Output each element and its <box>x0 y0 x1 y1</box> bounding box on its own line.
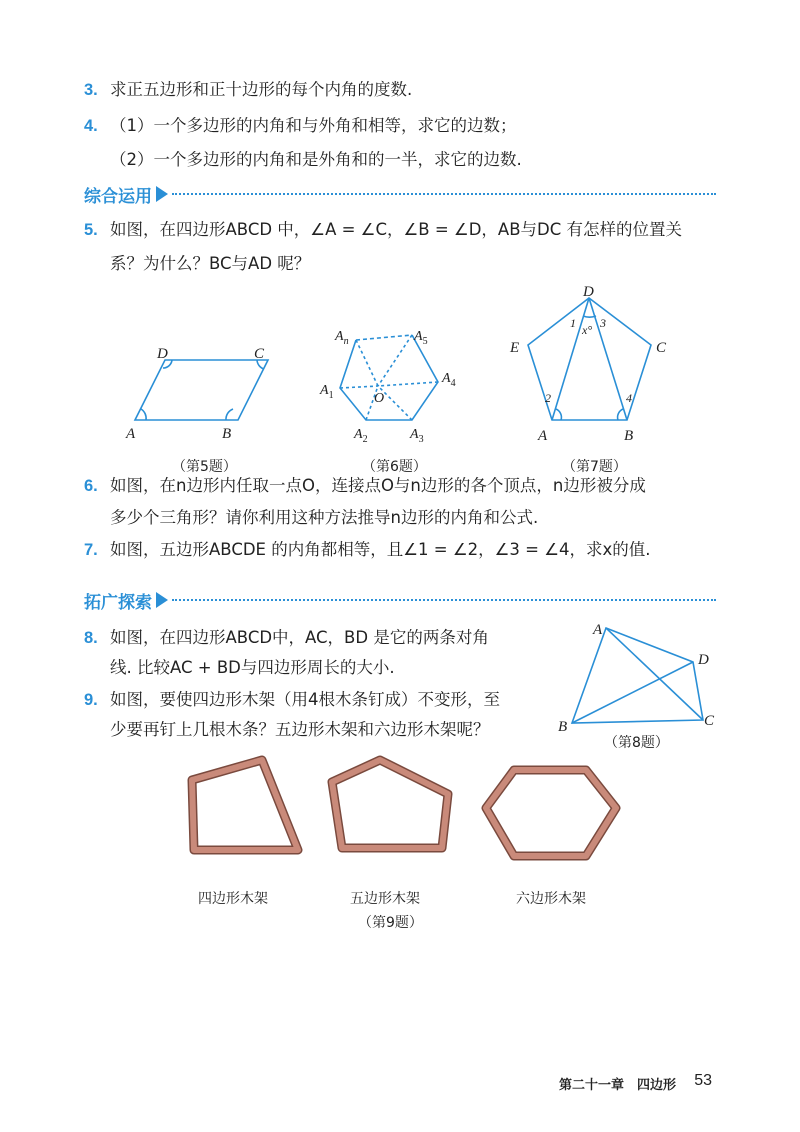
problem-9 <box>84 690 500 710</box>
fig7-angle-x: x° <box>582 323 593 337</box>
page-number: 53 <box>694 1072 712 1089</box>
problem-number: 7. <box>84 541 98 559</box>
fig5-label-B: B <box>222 426 232 442</box>
fig8-label-B: B <box>558 719 568 735</box>
fig7-angle-1: 1 <box>570 316 576 330</box>
problem-text: 如图，五边形ABCDE 的内角都相等，且∠1 = ∠2，∠3 = ∠4，求x的值. <box>110 540 651 559</box>
fig7-label-E: E <box>510 340 520 356</box>
footer-chapter-title: 第二十一章 四边形 <box>558 1078 676 1093</box>
figure-9-wooden-frames <box>180 752 640 872</box>
problem-5 <box>84 220 682 240</box>
problem-number: 4. <box>84 117 98 135</box>
problem-4-part2: （2）一个多边形的内角和是外角和的一半，求它的边数. <box>110 150 522 169</box>
fig7-label-D: D <box>583 284 594 300</box>
dotted-rule <box>172 599 716 601</box>
frame-quadrilateral <box>192 760 298 850</box>
section-header-extension <box>84 588 716 612</box>
problem-4 <box>84 116 517 136</box>
fig8-label-C: C <box>704 713 715 729</box>
fig9-caption: （第9题） <box>358 915 423 931</box>
problem-text: 如图，在n边形内任取一点O，连接点O与n边形的各个顶点，n边形被分成 <box>110 476 646 495</box>
fig5-label-C: C <box>254 346 265 362</box>
problem-number: 8. <box>84 629 98 647</box>
problem-3 <box>84 80 412 100</box>
problem-number: 5. <box>84 221 98 239</box>
fig6-label-O: O <box>374 391 385 406</box>
dotted-rule <box>172 193 716 195</box>
fig7-label-C: C <box>656 340 667 356</box>
fig7-angle-3: 3 <box>600 316 606 330</box>
fig5-caption: （第5题） <box>172 459 237 475</box>
frame-label-pentagon: 五边形木架 <box>350 891 420 907</box>
fig7-angle-2: 2 <box>545 391 551 405</box>
problem-text: （1）一个多边形的内角和与外角和相等，求它的边数； <box>110 116 517 135</box>
fig7-caption: （第7题） <box>562 459 627 475</box>
section-title: 综合运用 <box>84 186 152 207</box>
frame-label-quadrilateral: 四边形木架 <box>198 891 268 907</box>
problem-7 <box>84 540 651 560</box>
fig7-label-B: B <box>624 428 634 444</box>
fig6-label-A4: $A_4$ <box>442 371 456 389</box>
figure-5-parallelogram <box>135 360 268 420</box>
figures-row-5-6-7 <box>0 278 800 458</box>
frame-hexagon <box>486 770 616 856</box>
problem-6 <box>84 476 646 496</box>
problem-text: 如图，在四边形ABCD 中，∠A = ∠C，∠B = ∠D，AB与DC 有怎样的位置关 <box>110 220 682 239</box>
fig6-label-A1: $A_1$ <box>320 383 334 401</box>
fig6-label-A2: $A_2$ <box>354 427 368 445</box>
fig7-angle-4: 4 <box>626 391 632 405</box>
fig8-label-D: D <box>698 652 709 668</box>
section-title: 拓广探索 <box>84 592 152 613</box>
problem-number: 3. <box>84 81 98 99</box>
problem-6-line2: 多少个三角形？请你利用这种方法推导n边形的内角和公式. <box>110 508 539 527</box>
problem-number: 6. <box>84 477 98 495</box>
problem-text: 求正五边形和正十边形的每个内角的度数. <box>110 80 413 99</box>
fig7-label-A: A <box>538 428 548 444</box>
fig5-label-A: A <box>126 426 136 442</box>
frame-label-hexagon: 六边形木架 <box>516 891 586 907</box>
fig6-label-A3: $A_3$ <box>410 427 424 445</box>
figure-6-polygon <box>340 335 438 420</box>
problem-text: 如图，在四边形ABCD中，AC，BD 是它的两条对角 <box>110 628 489 647</box>
frame-pentagon <box>332 760 448 848</box>
problem-5-line2: 系？为什么？BC与AD 呢？ <box>110 254 311 273</box>
fig5-label-D: D <box>157 346 168 362</box>
fig6-label-A5: $A_5$ <box>414 329 428 347</box>
play-triangle-icon <box>156 186 168 202</box>
figure-8-quadrilateral <box>550 618 730 736</box>
section-header-comprehensive <box>84 182 716 206</box>
problem-8-line2: 线. 比较AC + BD与四边形周长的大小. <box>110 658 395 677</box>
problem-8 <box>84 628 489 648</box>
play-triangle-icon <box>156 592 168 608</box>
fig6-label-An: $A_n$ <box>335 329 349 347</box>
fig6-caption: （第6题） <box>362 459 427 475</box>
problem-number: 9. <box>84 691 98 709</box>
fig8-caption: （第8题） <box>604 735 669 751</box>
problem-text: 如图，要使四边形木架（用4根木条钉成）不变形，至 <box>110 690 500 709</box>
problem-9-line2: 少要再钉上几根木条？五边形木架和六边形木架呢？ <box>110 720 490 739</box>
fig8-label-A: A <box>593 622 603 638</box>
